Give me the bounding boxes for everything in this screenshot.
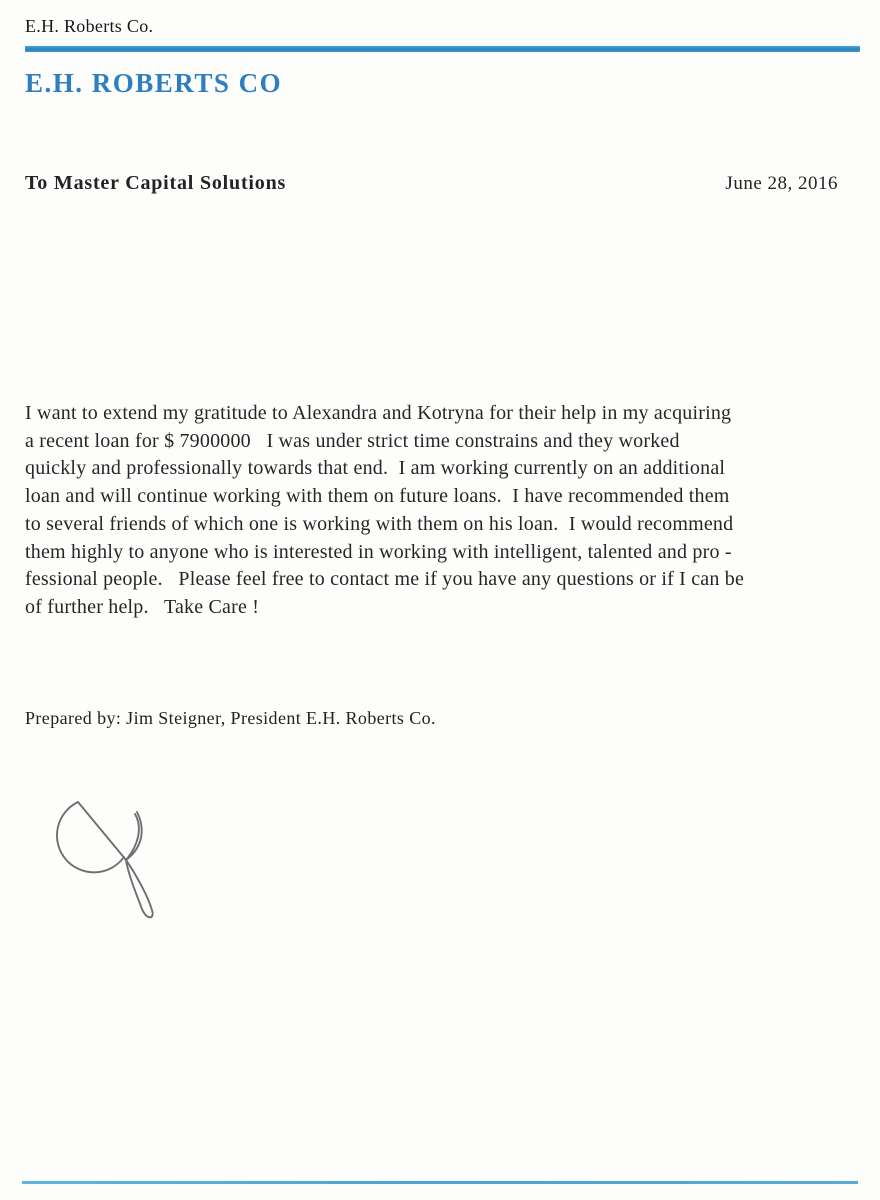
body-line: I want to extend my gratitude to Alexandra and Kotryna for their help in my acquiring — [25, 402, 732, 424]
body-line: to several friends of which one is working with them on his loan. I would recommend — [25, 512, 734, 535]
letterhead-rule — [25, 46, 860, 52]
body-line: them highly to anyone who is interested in working with intelligent, talented and pro - — [25, 540, 732, 563]
letterhead-small-name: E.H. Roberts Co. — [25, 16, 154, 36]
footer-rule — [22, 1181, 858, 1184]
handwritten-signature — [44, 788, 174, 928]
body-line: a recent loan for $ 7900000 I was under strict time constrains and they worked — [25, 429, 680, 452]
signature-ink-icon — [44, 788, 174, 928]
body-line: loan and will continue working with them on future loans. I have recommended them — [25, 485, 730, 508]
company-heading: E.H. ROBERTS CO — [25, 68, 283, 98]
meta-row — [25, 172, 838, 195]
prepared-by-line: Prepared by: Jim Steigner, President E.H. Roberts Co. — [25, 707, 436, 728]
recipient-line: To Master Capital Solutions — [25, 172, 287, 194]
date-line: June 28, 2016 — [725, 173, 838, 194]
letter-body — [25, 400, 840, 622]
body-line: of further help. Take Care ! — [25, 595, 260, 618]
body-line: quickly and professionally towards that end. I am working currently on an additional — [25, 457, 726, 480]
body-line: fessional people. Please feel free to contact me if you have any questions or if I can be — [25, 568, 745, 591]
